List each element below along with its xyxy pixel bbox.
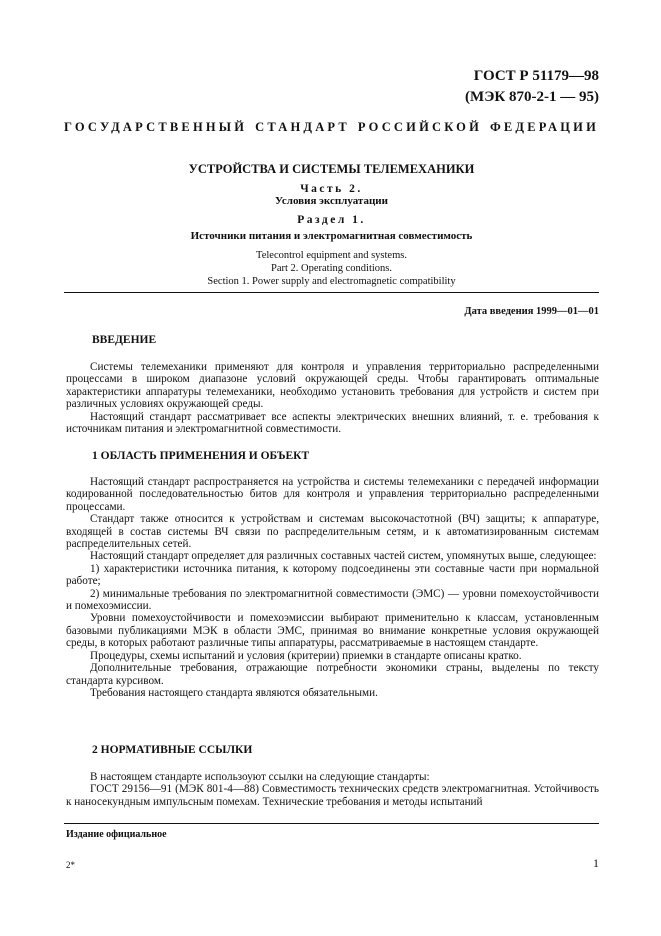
section-2-heading: 2 НОРМАТИВНЫЕ ССЫЛКИ <box>92 744 253 756</box>
intro-text <box>66 361 599 435</box>
paragraph: Настоящий стандарт рассматривает все аспекты электрических внешних влияний, т. е. требования к источникам питания и электромагнитной совместимости. <box>66 410 599 436</box>
footer-divider <box>64 823 599 824</box>
english-title-line-2: Part 2. Operating conditions. <box>270 263 393 274</box>
paragraph: Настоящий стандарт определяет для различных составных частей систем, упомянутых выше, следующее: <box>90 550 597 563</box>
state-standard-banner: ГОСУДАРСТВЕННЫЙ СТАНДАРТ РОССИЙСКОЙ ФЕДЕРАЦИИ <box>64 120 599 134</box>
paragraph: 1) характеристики источника питания, к которому подсоединены эти составные части при нормальной работе; <box>66 562 599 588</box>
part-title: Условия эксплуатации <box>275 195 388 207</box>
document-title: УСТРОЙСТВА И СИСТЕМЫ ТЕЛЕМЕХАНИКИ <box>188 162 475 176</box>
paragraph: Системы телемеханики применяют для контроля и управления территориально распределенными процессами в широком диапазоне условий окружающей среды. Чтобы гарантировать оптимальные характеристики аппаратуры телемеханики, необходимо установить требования для устройств и систем при различных условиях окружающей среды. <box>66 361 599 411</box>
title-divider <box>64 292 599 293</box>
standard-number: ГОСТ Р 51179—98 <box>473 68 599 84</box>
sheet-mark: 2* <box>66 860 75 870</box>
official-edition-label: Издание официальное <box>66 829 167 840</box>
page-number: 1 <box>593 856 599 870</box>
paragraph: В настоящем стандарте использоуют ссылки на следующие стандарты: <box>90 771 430 783</box>
part-heading: Часть 2. <box>300 183 363 195</box>
iec-number: (МЭК 870-2-1 — 95) <box>465 89 599 105</box>
english-title-line-3: Section 1. Power supply and electromagnetic compatibility <box>207 276 456 287</box>
intro-heading: ВВЕДЕНИЕ <box>92 334 157 346</box>
paragraph: Дополнительные требования, отражающие потребности экономики страны, выделены по тексту стандарта курсивом. <box>66 662 599 687</box>
section-1-heading: 1 ОБЛАСТЬ ПРИМЕНЕНИЯ И ОБЪЕКТ <box>92 450 310 462</box>
section-title: Источники питания и электромагнитная совместимость <box>190 230 473 242</box>
paragraph: 2) минимальные требования по электромагнитной совместимости (ЭМС) — уровни помехоустойчивости и помехоэмиссии. <box>66 587 599 613</box>
paragraph: Уровни помехоустойчивости и помехоэмиссии выбирают применительно к классам, установленным базовыми публикациями МЭК в области ЭМС, принимая во внимание конкретные условия окружающей среды, в которых работают различные типы аппаратуры, рассматриваемые в настоящем стандарте. <box>66 612 599 650</box>
standard-number-block <box>465 66 599 108</box>
section-1-text <box>66 476 599 699</box>
paragraph: Процедуры, схемы испытаний и условия (критерии) приемки в стандарте описаны кратко. <box>90 649 522 662</box>
paragraph: Стандарт также относится к устройствам и системам высокочастотной (ВЧ) защиты; к аппаратуре, входящей в состав системы ВЧ связи по распределительным сетям, и к автоматизированным системам распределительных сетей. <box>66 513 599 551</box>
paragraph: Настоящий стандарт распространяется на устройства и системы телемеханики с передачей информации кодированной последовательностью битов для контроля и управления территориально распределенными процессами. <box>66 476 599 513</box>
effective-date: Дата введения 1999—01—01 <box>464 306 599 317</box>
english-title-line-1: Telecontrol equipment and systems. <box>256 250 407 261</box>
paragraph: Требования настоящего стандарта являются обязательными. <box>90 686 378 699</box>
paragraph: ГОСТ 29156—91 (МЭК 801-4—88) Совместимость технических средств электромагнитная. Устойчивость к наносекундным импульсным помехам. Технические требования и методы испытаний <box>66 783 599 808</box>
section-heading: Раздел 1. <box>297 214 366 226</box>
section-2-text <box>66 771 599 808</box>
